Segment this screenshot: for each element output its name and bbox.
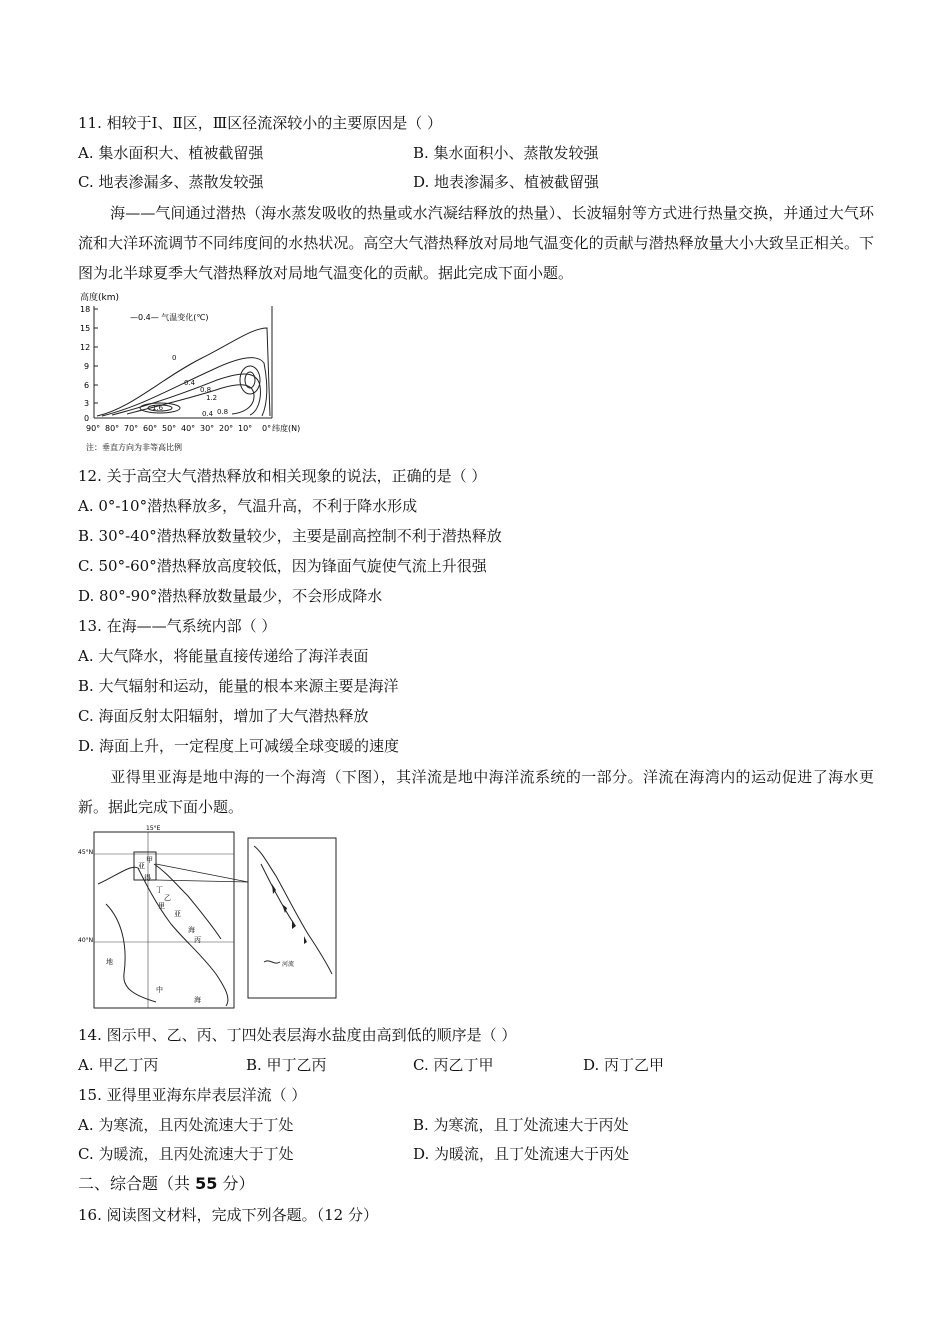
map-label: 丙 — [194, 936, 201, 944]
lat-label: 45°N — [78, 849, 94, 856]
x-tick: 10° — [238, 424, 253, 433]
q12-option-d: D. 80°-90°潜热释放数量最少，不会形成降水 — [78, 587, 383, 605]
q14-option-c: C. 丙乙丁甲 — [413, 1056, 494, 1074]
y-tick: 3 — [84, 399, 90, 408]
map-label: 海 — [188, 926, 195, 934]
q11-option-a: A. 集水面积大、植被截留强 — [78, 144, 264, 162]
section-heading-prefix: 二、综合题（共 — [78, 1174, 196, 1193]
q13-stem: 13. 在海——气系统内部（ ） — [78, 617, 277, 635]
y-tick: 12 — [80, 343, 91, 352]
figure1-y-label: 高度(km) — [80, 293, 120, 303]
passage-latent-heat — [78, 198, 874, 288]
figure1-note: 注：垂直方向为非等高比例 — [86, 443, 182, 452]
q16-stem: 16. 阅读图文材料，完成下列各题。（12 分） — [78, 1206, 378, 1224]
x-tick: 20° — [219, 424, 234, 433]
map-label: 丁 — [156, 886, 163, 894]
passage-adriatic-text: 亚得里亚海是地中海的一个海湾（下图），其洋流是地中海洋流系统的一部分。洋流在海湾内的运动促进了海水更新。据此完成下面小题。 — [78, 768, 874, 816]
q14-option-d: D. 丙丁乙甲 — [583, 1056, 665, 1074]
y-tick: 6 — [84, 381, 90, 390]
figure1-legend: —0.4— 气温变化(℃) — [130, 313, 209, 322]
map-label: 海 — [194, 996, 201, 1004]
y-tick: 9 — [84, 362, 90, 371]
q13-option-d: D. 海面上升，一定程度上可减缓全球变暖的速度 — [78, 737, 400, 755]
lat-label: 40°N — [78, 937, 94, 944]
contour-label: 0.8 — [217, 408, 229, 416]
y-tick: 18 — [80, 305, 91, 314]
map-label: 里 — [158, 902, 165, 910]
x-axis-label: 纬度(N) — [272, 424, 301, 433]
map-label: 中 — [156, 986, 163, 994]
q15-stem: 15. 亚得里亚海东岸表层洋流（ ） — [78, 1086, 307, 1104]
q12-option-c: C. 50°-60°潜热释放高度较低，因为锋面气旋使气流上升很强 — [78, 557, 487, 575]
q14-option-a: A. 甲乙丁丙 — [78, 1056, 159, 1074]
q11-option-b: B. 集水面积小、蒸散发较强 — [413, 144, 599, 162]
map-label: 亚 — [174, 910, 181, 918]
contour-label: 0.4 — [184, 379, 196, 387]
q13-option-c: C. 海面反射太阳辐射，增加了大气潜热释放 — [78, 707, 369, 725]
q12-option-b: B. 30°-40°潜热释放数量较少，主要是副高控制不利于潜热释放 — [78, 527, 502, 545]
x-tick: 30° — [200, 424, 215, 433]
q13-option-b: B. 大气辐射和运动，能量的根本来源主要是海洋 — [78, 677, 399, 695]
map-label: 乙 — [164, 894, 171, 902]
map-label: 地 — [106, 958, 113, 966]
x-tick: 70° — [124, 424, 139, 433]
passage-adriatic — [78, 762, 874, 822]
q15-option-c: C. 为暖流，且丙处流速大于丁处 — [78, 1145, 294, 1163]
q15-option-a: A. 为寒流，且丙处流速大于丁处 — [78, 1116, 294, 1134]
map-legend: 河流 — [282, 961, 295, 968]
y-tick: 15 — [80, 324, 91, 333]
q11-stem: 11. 相较于Ⅰ、Ⅱ区，Ⅲ区径流深较小的主要原因是（ ） — [78, 114, 442, 132]
section-heading-suffix: 分） — [217, 1174, 255, 1193]
x-tick: 50° — [162, 424, 177, 433]
y-tick: 0 — [84, 414, 90, 423]
x-tick: 60° — [143, 424, 158, 433]
contour-label: 1.6 — [152, 404, 164, 412]
passage-latent-heat-text: 海——气间通过潜热（海水蒸发吸收的热量或水汽凝结释放的热量）、长波辐射等方式进行热量交换，并通过大气环流和大洋环流调节不同纬度间的水热状况。高空大气潜热释放对局地气温变化的贡献与潜热释放量大小大致呈正相关。下图为北半球夏季大气潜热释放对局地气温变化的贡献。据此完成下面小题。 — [78, 204, 874, 282]
q15-option-d: D. 为暖流，且丁处流速大于丙处 — [413, 1145, 630, 1163]
x-tick: 0° — [262, 424, 272, 433]
x-tick: 40° — [181, 424, 196, 433]
x-tick: 90° — [86, 424, 101, 433]
q11-option-d: D. 地表渗漏多、植被截留强 — [413, 173, 600, 191]
q14-option-b: B. 甲丁乙丙 — [246, 1056, 327, 1074]
q13-option-a: A. 大气降水，将能量直接传递给了海洋表面 — [78, 647, 369, 665]
x-tick: 80° — [105, 424, 120, 433]
section-heading — [78, 1174, 254, 1194]
q15-option-b: B. 为寒流，且丁处流速大于丙处 — [413, 1116, 629, 1134]
contour-label: 1.2 — [206, 394, 218, 402]
lon-label: 15°E — [146, 825, 161, 832]
contour-label: 0 — [172, 354, 177, 362]
q12-stem: 12. 关于高空大气潜热释放和相关现象的说法，正确的是（ ） — [78, 467, 487, 485]
contour-label: 0.4 — [202, 410, 214, 418]
q14-stem: 14. 图示甲、乙、丙、丁四处表层海水盐度由高到低的顺序是（ ） — [78, 1026, 517, 1044]
adriatic-map-figure — [76, 824, 340, 1012]
q11-option-c: C. 地表渗漏多、蒸散发较强 — [78, 173, 264, 191]
latent-heat-figure — [72, 288, 322, 458]
contour-label: 0.8 — [200, 386, 212, 394]
q12-option-a: A. 0°-10°潜热释放多，气温升高，不利于降水形成 — [78, 497, 418, 515]
map-label: 亚 — [138, 862, 145, 870]
map-label: 得 — [144, 874, 151, 882]
section-score: 55 — [195, 1174, 218, 1193]
map-label: 甲 — [146, 856, 153, 864]
